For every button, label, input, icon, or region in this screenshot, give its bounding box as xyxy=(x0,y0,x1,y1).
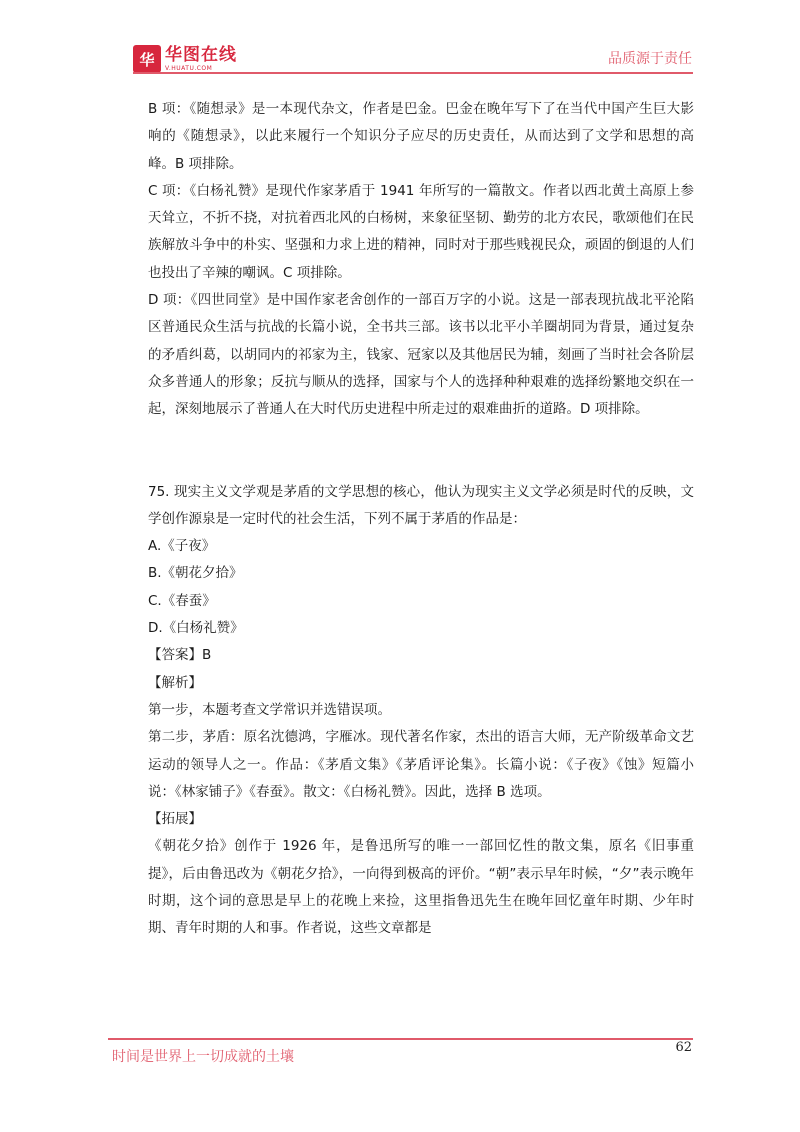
extension-text: 《朝花夕拾》创作于 1926 年，是鲁迅所写的唯一一部回忆性的散文集，原名《旧事重提》，后由鲁迅改为《朝花夕拾》，一向得到极高的评价。“朝”表示早年时候，“夕”表示晚年时期，这个词的意思是早上的花晚上来捡，这里指鲁迅先生在晚年回忆童年时期、少年时期、青年时期的人和事。作者说，这些文章都是 xyxy=(148,838,694,937)
paragraph-option-c: C 项：《白杨礼赞》是现代作家茅盾于 1941 年所写的一篇散文。作者以西北黄土高原上参天耸立，不折不挠，对抗着西北风的白杨树，来象征坚韧、勤劳的北方农民，歌颂他们在民族解放斗争中的朴实、坚强和力求上进的精神，同时对于那些贱视民众，顽固的倒退的人们也投出了辛辣的嘲讽。C 项排除。 xyxy=(148,182,694,281)
question-stem: 75. 现实主义文学观是茅盾的文学思想的核心，他认为现实主义文学必须是时代的反映，文学创作源泉是一定时代的社会生活，下列不属于茅盾的作品是： xyxy=(148,483,694,527)
extension-label: 【拓展】 xyxy=(148,811,202,828)
logo-name: 华图在线 xyxy=(165,44,237,65)
footer-divider xyxy=(108,1038,693,1040)
analysis-step-1: 第一步，本题考查文学常识并选错误项。 xyxy=(148,701,391,718)
huatu-logo xyxy=(133,45,251,73)
header-divider xyxy=(133,72,693,74)
page-number: 62 xyxy=(675,1040,692,1055)
logo-url: V.HUATU.COM xyxy=(165,64,213,72)
paragraph-option-d: D 项：《四世同堂》是中国作家老舍创作的一部百万字的小说。这是一部表现抗战北平沦陷区普通民众生活与抗战的长篇小说，全书共三部。该书以北平小羊圈胡同为背景，通过复杂的矛盾纠葛，以胡同内的祁家为主，钱家、冠家以及其他居民为辅，刻画了当时社会各阶层众多普通人的形象；反抗与顺从的选择，国家与个人的选择种种艰难的选择纷繁地交织在一起，深刻地展示了普通人在大时代历史进程中所走过的艰难曲折的道路。D 项排除。 xyxy=(148,292,694,418)
header-slogan: 品质源于责任 xyxy=(608,51,692,67)
document-body xyxy=(148,96,694,943)
page-header xyxy=(0,0,800,80)
analysis-label: 【解析】 xyxy=(148,674,202,691)
option-a: A.《子夜》 xyxy=(148,538,216,555)
option-b: B.《朝花夕拾》 xyxy=(148,565,243,582)
logo-icon: 华 xyxy=(133,45,161,73)
section-gap xyxy=(148,424,694,479)
footer-motto: 时间是世界上一切成就的土壤 xyxy=(112,1049,294,1065)
paragraph-option-b: B 项：《随想录》是一本现代杂文，作者是巴金。巴金在晚年写下了在当代中国产生巨大影响的《随想录》，以此来履行一个知识分子应尽的历史责任，从而达到了文学和思想的高峰。B 项排除。 xyxy=(148,101,694,172)
option-d: D.《白杨礼赞》 xyxy=(148,620,244,637)
option-c: C.《春蚕》 xyxy=(148,592,216,609)
answer-line: 【答案】B xyxy=(148,647,212,664)
analysis-step-2: 第二步，茅盾：原名沈德鸿，字雁冰。现代著名作家，杰出的语言大师，无产阶级革命文艺运动的领导人之一。作品：《茅盾文集》《茅盾评论集》。长篇小说：《子夜》《蚀》短篇小说：《林家铺子》《春蚕》。散文：《白杨礼赞》。因此，选择 B 选项。 xyxy=(148,729,694,800)
